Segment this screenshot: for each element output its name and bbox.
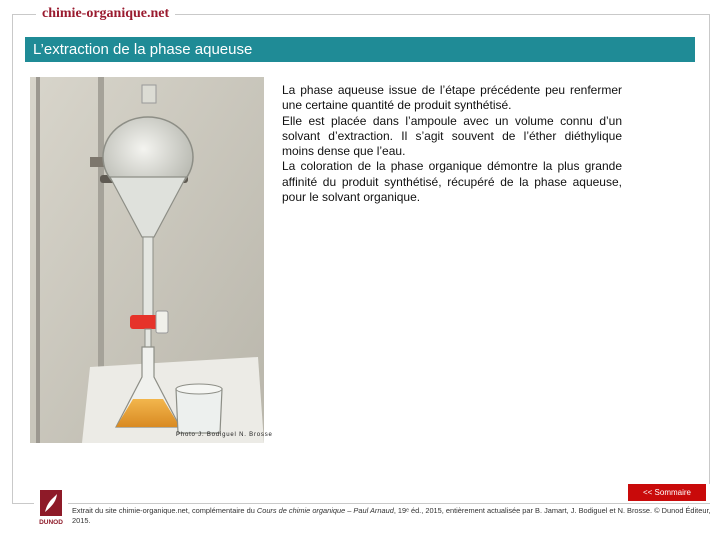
frame-bottom-border [12,503,710,504]
page-title: L’extraction de la phase aqueuse [33,41,253,58]
dunod-logo-icon [34,490,68,526]
frame-right-border [709,14,710,484]
description-paragraph: Elle est placée dans l’ampoule avec un volume connu d’un solvant d’extraction. Il s’agit souvent de l’éther diéthylique moins dense que l’eau. [282,113,622,159]
lab-photo [30,77,264,443]
dunod-logo [34,490,68,526]
separatory-funnel-illustration [30,77,264,443]
footer-book-title: Cours de chimie organique – Paul Arnaud [256,506,394,515]
footer-copyright [72,506,712,526]
svg-text:DUNOD: DUNOD [39,519,63,526]
footer-text-before: Extrait du site chimie-organique.net, complémentaire du [72,506,257,515]
page-title-bar [25,37,695,62]
footer-text-after: , 19ᵉ éd., 2015, entièrement actualisée par B. Jamart, J. Bodiguel et N. Brosse. © Dunod Éditeur, 2015. [72,506,711,525]
description-paragraph: La coloration de la phase organique démontre la plus grande affinité du produit synthétisé, récupéré de la phase aqueuse, pour le solvant organique. [282,159,622,205]
description-text [282,83,622,205]
frame-left-border [12,14,13,504]
sommaire-button[interactable]: << Sommaire [628,484,706,501]
description-paragraph: La phase aqueuse issue de l’étape précédente peu renfermer une certaine quantité de produit synthétisé. [282,83,622,113]
site-title: chimie-organique.net [36,5,175,23]
photo-credit: Photo J. Bodiguel N. Brosse [176,432,273,438]
